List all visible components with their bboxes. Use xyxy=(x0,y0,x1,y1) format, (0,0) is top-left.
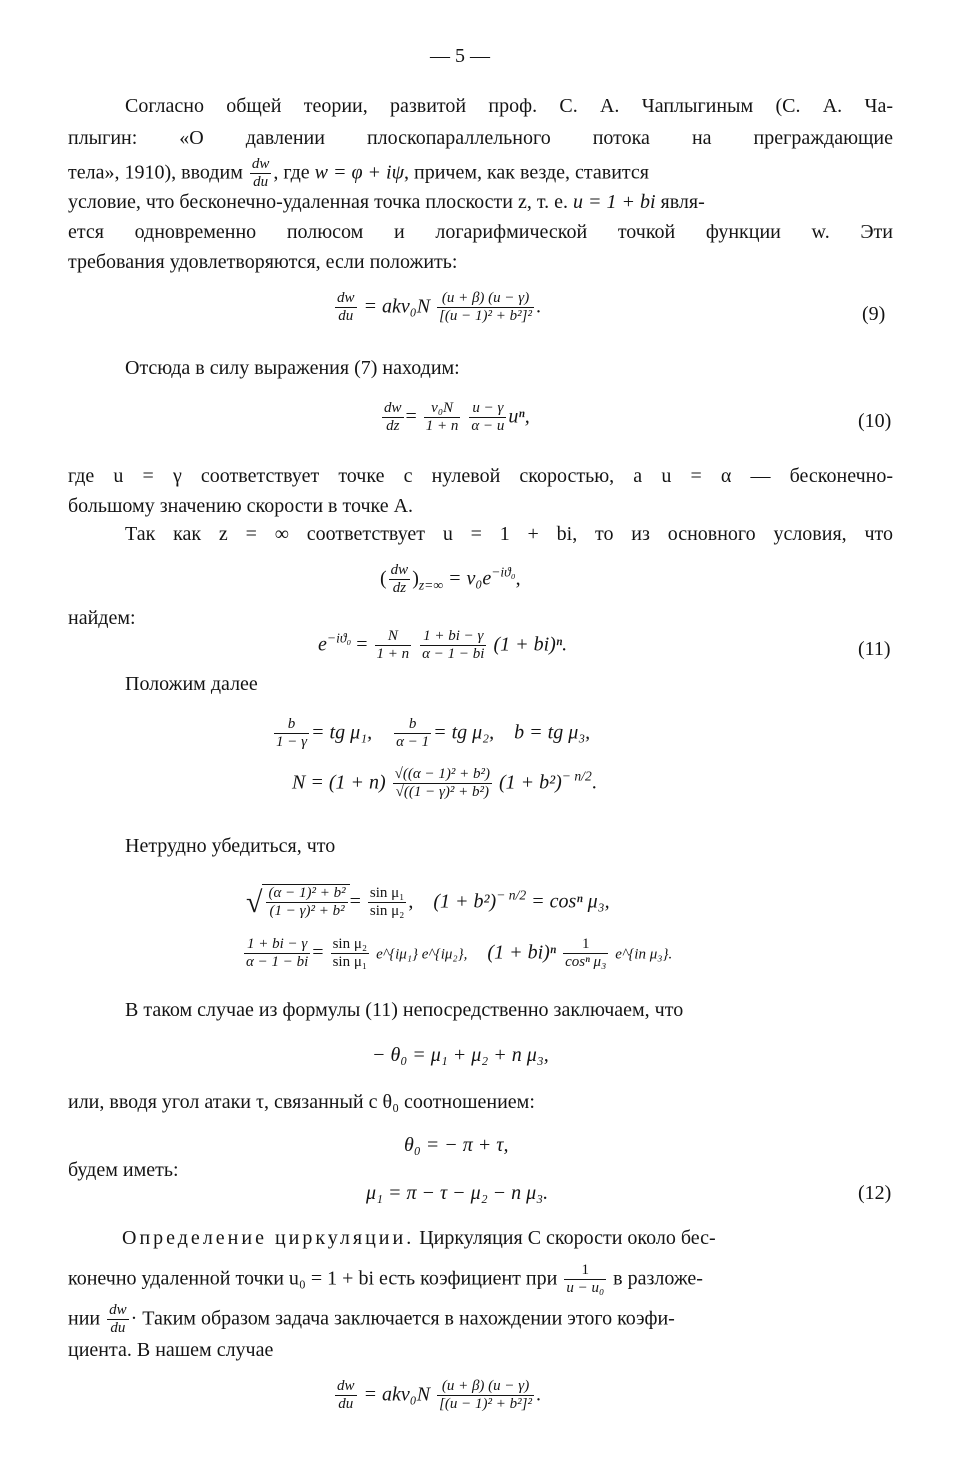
para3-line2: большому значению скорости в точке A. xyxy=(68,495,414,517)
final-den: [(u − 1)² + b²]² xyxy=(439,1396,532,1413)
para1-line3-c: , причем, как везде, ставится xyxy=(404,161,649,184)
para4: Так как z = ∞ соответствует u = 1 + bi, то из основного условия, что xyxy=(125,523,893,545)
page-number: — 5 — xyxy=(430,45,490,67)
final-mid: = akv₀N xyxy=(363,1383,431,1406)
para8: В таком случае из формулы (11) непосредственно заключаем, что xyxy=(125,999,684,1021)
para1-line3-a: тела», 1910), вводим xyxy=(68,161,243,184)
eq11-f2-den: α − 1 − bi xyxy=(422,646,485,663)
set2-num: √((α − 1)² + b²) xyxy=(394,766,490,782)
para11-line1 xyxy=(122,1226,716,1250)
eq9-num: (u + β) (u − γ) xyxy=(441,290,530,306)
equation-12 xyxy=(366,1182,548,1205)
set4-h-tail: e^{in μ₃}. xyxy=(615,946,673,963)
para1-line6: требования удовлетворяются, если положить: xyxy=(68,251,458,273)
para1-line4 xyxy=(68,190,705,214)
equation-set3: √ $\frac{\text{(α − 1)² + b²}}{\text{(1 − γ)² + b²}}$ = $\frac{\text{sin μ₁}}{\text{sin μ₂}}$ , $(1 + b^2)^{- n/2} = \cos^n$ μ₃, xyxy=(246,885,610,920)
eq11-eq: = xyxy=(356,633,368,656)
set2-tail: (1 + b²) xyxy=(498,771,562,794)
cond-lhs-den: dz xyxy=(392,580,407,597)
cond-rhs: = v₀e xyxy=(448,567,492,590)
para1-line3 xyxy=(68,156,649,192)
eq9-mid: = akv₀N xyxy=(363,295,431,318)
eq11-lhs: e xyxy=(318,633,327,656)
final-equation xyxy=(333,1378,541,1414)
set2-lhs: N = (1 + n) xyxy=(292,771,386,794)
eq11-f1-num: N xyxy=(387,628,398,644)
para11-frac-den: u − u₀ xyxy=(566,1280,605,1297)
set1-b-den: α − 1 xyxy=(396,734,430,751)
eq10-f2-den: α − u xyxy=(471,418,505,435)
para5: найдем: xyxy=(68,607,136,629)
eq10-lhs-den: dz xyxy=(386,418,400,435)
para11-l3b: · Таким образом задача заключается в нахождении этого коэфи- xyxy=(130,1307,675,1330)
dw-du-fraction: $\frac{dw}{du}$ xyxy=(251,156,270,191)
w-definition: w = φ + iψ xyxy=(314,161,404,184)
para10: будем иметь: xyxy=(68,1159,179,1181)
cond-lhs-num: dw xyxy=(390,562,409,578)
eq10-lhs-num: dw xyxy=(384,400,402,416)
set3-r2-exp: − n/2 xyxy=(496,887,527,903)
equation-set1 xyxy=(272,716,590,752)
para11-frac-num: 1 xyxy=(581,1262,589,1278)
set4-g-den: sin μ₁ xyxy=(332,954,368,971)
set4-h: (1 + bi)ⁿ xyxy=(487,941,557,964)
para11-l2a: конечно удаленной точки u₀ = 1 + bi есть коэфициент при xyxy=(68,1267,558,1290)
para3-line1: где u = γ соответствует точке с нулевой скоростью, а u = α — бесконечно- xyxy=(68,465,893,487)
condition-equation: ( $\frac{dw}{dz}$ )$_{z=\infty} = v_0e^{-iϑ_0}$, xyxy=(380,562,521,597)
set3-r2: (1 + b²) xyxy=(433,890,497,913)
para11-line4: циента. В нашем случае xyxy=(68,1339,274,1361)
set4-g-tail: e^{iμ₁} e^{iμ₂}, xyxy=(376,946,468,963)
para11-line2 xyxy=(68,1262,703,1298)
equation-9 xyxy=(333,290,541,326)
cond-exp: −iϑ₀ xyxy=(491,564,516,580)
set3-r1-tail: , xyxy=(408,890,414,913)
final-lhs-den: du xyxy=(338,1396,354,1413)
set1-b-rhs: = tg μ₂, xyxy=(433,721,495,744)
set2-den: √((1 − γ)² + b²) xyxy=(395,784,489,801)
eq9-label: (9) xyxy=(862,303,886,325)
set3-r1-den: sin μ₂ xyxy=(369,903,405,920)
set2-end: . xyxy=(591,771,597,794)
para9: или, вводя угол атаки τ, связанный с θ₀ соотношением: xyxy=(68,1091,535,1113)
para11-l2b: в разложе- xyxy=(613,1267,703,1290)
eq12-label: (12) xyxy=(858,1182,892,1204)
theta0-equation xyxy=(404,1134,508,1157)
para1-line4-a: условие, что бесконечно-удаленная точка плоскости z, т. е. xyxy=(68,191,568,213)
cond-tail: , xyxy=(515,567,521,590)
eq11-lhs-exp: −iϑ₀ xyxy=(326,630,352,646)
set1-a-rhs: = tg μ₁, xyxy=(311,721,373,744)
cond-sub: z=∞ xyxy=(418,577,444,593)
set4-h-den: cosⁿ μ₃ xyxy=(565,954,607,971)
set1-b-num: b xyxy=(408,716,417,732)
eq12-text: μ₁ = π − τ − μ₂ − n μ₃. xyxy=(366,1182,549,1204)
para1-line4-b: явля- xyxy=(660,191,705,213)
final-lhs-num: dw xyxy=(337,1378,355,1394)
eq11-label: (11) xyxy=(858,638,891,660)
set4-g-num: sin μ₂ xyxy=(332,936,368,952)
eq9-lhs-den: du xyxy=(338,308,354,325)
set1-a-den: 1 − γ xyxy=(276,734,308,751)
theta0-eq-text: θ₀ = − π + τ, xyxy=(404,1134,509,1156)
eq10-f1-num: v₀N xyxy=(431,400,454,416)
set3-r2-tail: = cosⁿ μ₃, xyxy=(531,890,610,913)
set3-r1-num: sin μ₁ xyxy=(369,885,405,901)
eq10-f2-num: u − γ xyxy=(472,400,504,416)
set4-f-num: 1 + bi − γ xyxy=(246,936,308,952)
final-num: (u + β) (u − γ) xyxy=(441,1378,530,1394)
eq10-tail: uⁿ, xyxy=(508,405,530,428)
set3-rad-den: (1 − γ)² + b² xyxy=(269,903,345,920)
eq9-den: [(u − 1)² + b²]² xyxy=(439,308,532,325)
set2-exp: − n/2 xyxy=(561,768,592,784)
equation-10: $\frac{dw}{dz}$ = $\frac{\text{v₀N}}{1 + n}$ $\frac{u - \gamma}{\alpha - u}$ uⁿ, xyxy=(384,400,530,435)
set3-rad-num: (α − 1)² + b² xyxy=(268,885,346,901)
para7: Нетрудно убедиться, что xyxy=(125,835,336,857)
eq9-tail: . xyxy=(535,295,541,318)
para1-line5: ется одновременно полюсом и логарифмической точкой функции w. Эти xyxy=(68,221,893,243)
para1-line1: Согласно общей теории, развитой проф. С. А. Чаплыгиным (С. А. Ча- xyxy=(125,95,893,117)
para11-l3-den: du xyxy=(110,1320,126,1337)
eq10-label: (10) xyxy=(858,410,892,432)
set1-a-num: b xyxy=(287,716,296,732)
theta-equation xyxy=(372,1044,549,1067)
equation-11 xyxy=(318,628,567,664)
equation-set4: $\frac{1 + bi - \gamma}{\alpha - 1 - bi}$ = $\frac{\text{sin μ₂}}{\text{sin μ₁}}$ e^{iμ₁} e^{iμ₂}, (1 + bi)ⁿ $\frac{1}{\text{cosⁿ μ₃}}$ e^{in μ₃}. xyxy=(246,936,673,971)
set4-f-den: α − 1 − bi xyxy=(246,954,309,971)
eq11-tail: (1 + bi)ⁿ. xyxy=(493,633,568,656)
para11-l3a: нии xyxy=(68,1307,101,1330)
equation-set2 xyxy=(292,766,597,802)
eq10-f1-den: 1 + n xyxy=(425,418,459,435)
para11-l1: Циркуляция C скорости около бес- xyxy=(419,1227,716,1249)
eq11-f1-den: 1 + n xyxy=(376,646,410,663)
para1-line3-b: , где xyxy=(273,161,310,184)
para11-line3 xyxy=(68,1302,675,1338)
final-tail: . xyxy=(535,1383,541,1406)
para2: Отсюда в силу выражения (7) находим: xyxy=(125,357,460,379)
theta-eq-text: − θ₀ = μ₁ + μ₂ + n μ₃, xyxy=(372,1044,549,1066)
set4-h-num: 1 xyxy=(581,936,590,952)
para1-line2: плыгин: «О давлении плоскопараллельного потока на преграждающие xyxy=(68,127,893,149)
para6: Положим далее xyxy=(125,673,258,695)
section-heading: Определение циркуляции. xyxy=(122,1227,415,1249)
u-pole: u = 1 + bi xyxy=(572,191,656,213)
para11-l3-num: dw xyxy=(109,1302,127,1318)
set1-c: b = tg μ₃, xyxy=(514,721,591,744)
eq9-lhs-num: dw xyxy=(337,290,355,306)
eq11-f2-num: 1 + bi − γ xyxy=(423,628,484,644)
